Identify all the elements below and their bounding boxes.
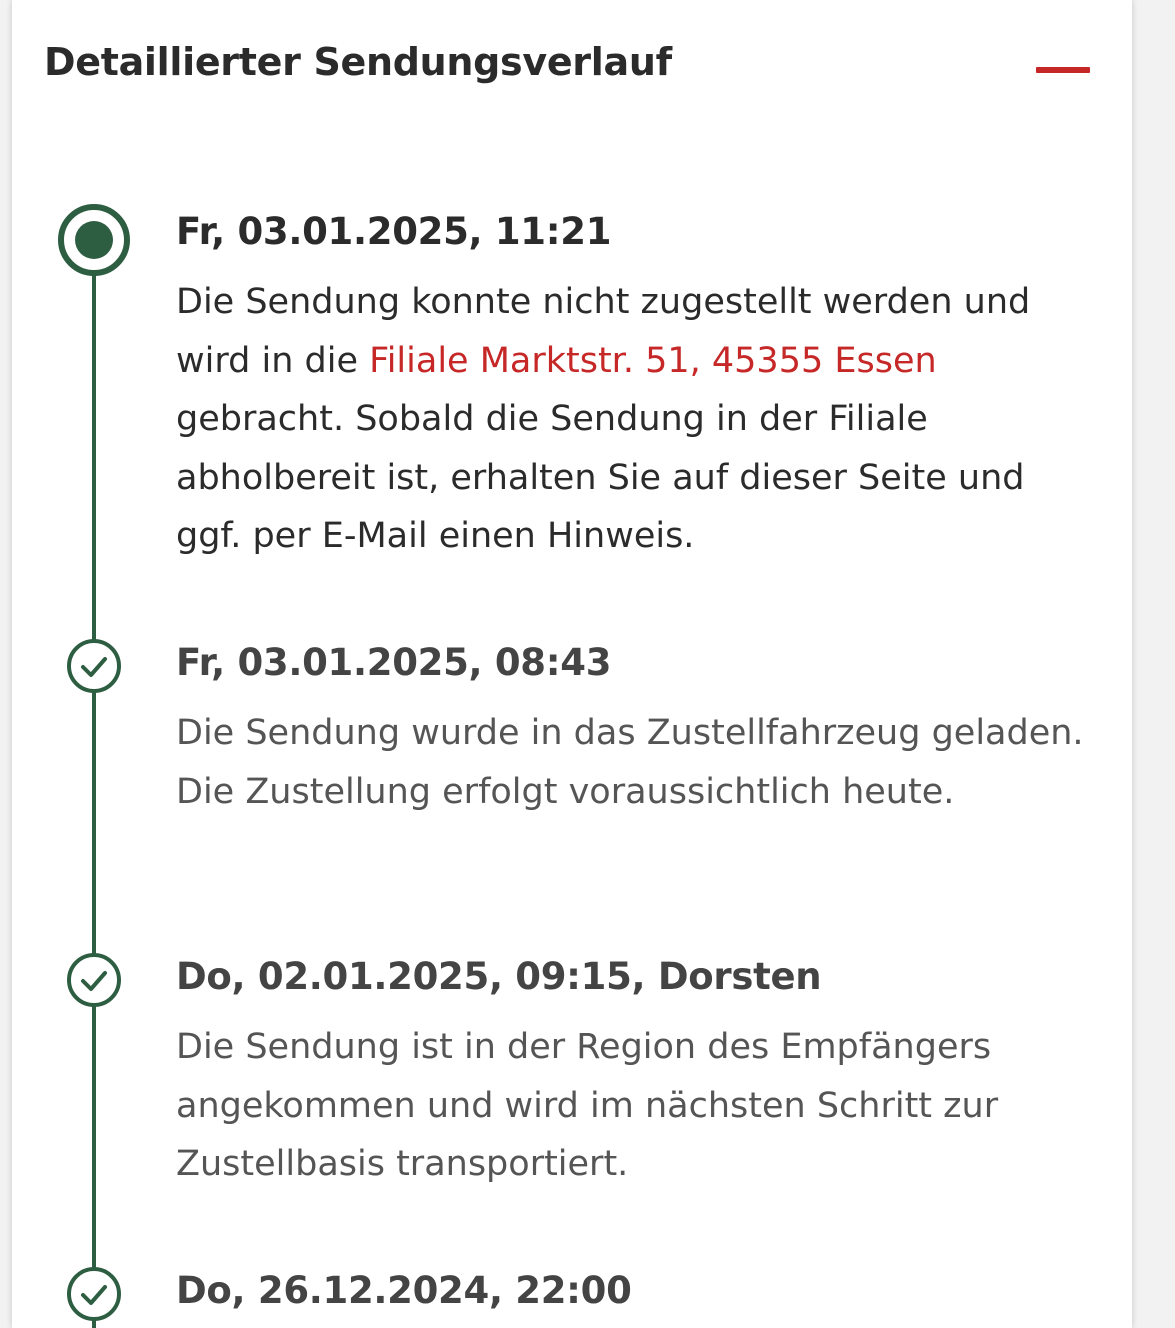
- check-circle-icon: [56, 628, 132, 704]
- timeline-line: [92, 240, 96, 1328]
- event-description: Die Sendung ist in der Region des Empfängers angekommen und wird im nächsten Schritt zur Zustellbasis transportiert.: [176, 1027, 999, 1184]
- event-description: [176, 273, 1096, 566]
- section-header[interactable]: [44, 40, 1092, 100]
- branch-link[interactable]: Filiale Marktstr. 51, 45355 Essen: [369, 340, 937, 381]
- event-date: Fr, 03.01.2025, 08:43: [176, 641, 612, 684]
- check-circle-icon: [56, 1256, 132, 1328]
- shipment-history-card: [12, 0, 1132, 1328]
- collapse-button[interactable]: [1028, 46, 1092, 94]
- current-dot-icon: [56, 202, 132, 278]
- event-text-after: gebracht. Sobald die Sendung in der Filiale abholbereit ist, erhalten Sie auf dieser Seite und ggf. per E-Mail einen Hinweis.: [176, 399, 1025, 556]
- event-description: Die Sendung wurde in das Zustellfahrzeug geladen. Die Zustellung erfolgt voraussichtlich heute.: [176, 713, 1084, 812]
- event-date: Do, 26.12.2024, 22:00: [176, 1269, 632, 1312]
- check-circle-icon: [56, 942, 132, 1018]
- section-title: Detaillierter Sendungsverlauf: [44, 40, 672, 84]
- event-date: Do, 02.01.2025, 09:15, Dorsten: [176, 955, 822, 998]
- event-date: Fr, 03.01.2025, 11:21: [176, 210, 612, 253]
- event-text-before: Die Sendung konnte nicht zugestellt werden und wird in die: [176, 282, 1031, 381]
- minus-icon: [1036, 67, 1090, 73]
